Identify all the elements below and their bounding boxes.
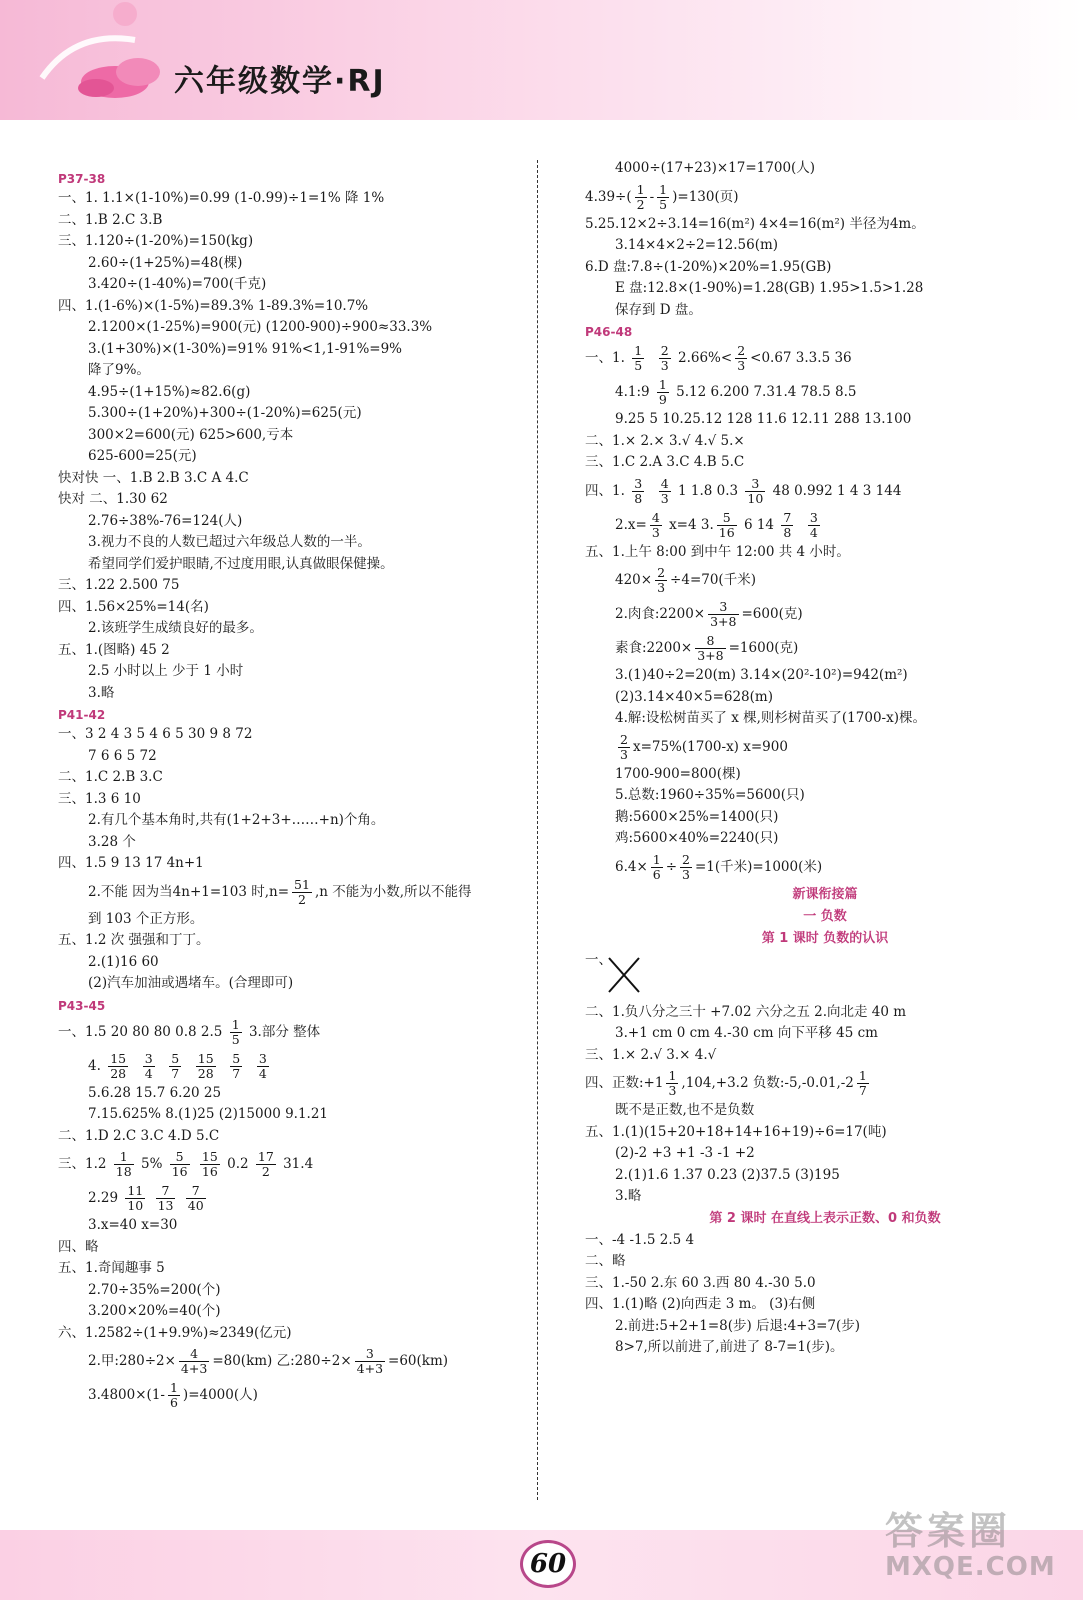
answer-line: 7 6 6 5 72	[88, 747, 157, 764]
denominator: 18	[115, 1164, 132, 1179]
denominator: 2	[636, 196, 645, 212]
answer-line: 保存到 D 盘。	[615, 301, 702, 318]
fraction	[169, 1052, 181, 1081]
numerator: 4	[660, 475, 669, 491]
denominator: 10	[747, 490, 764, 506]
page-title: 六年级数学·RJ	[174, 64, 386, 99]
answer-line	[585, 1066, 1065, 1100]
answer-line: 3.200×20%=40(个)	[88, 1303, 221, 1319]
answer-line: 3.略	[88, 684, 115, 701]
denominator: 13	[157, 1198, 174, 1213]
answer-line: 鸡:5600×40%=2240(只)	[615, 830, 779, 846]
fraction	[632, 477, 644, 506]
fraction	[695, 634, 725, 663]
fraction	[680, 853, 692, 882]
fraction	[156, 1184, 176, 1213]
page-ref: P43-45	[58, 998, 106, 1013]
answer-line: 三、1.× 2.√ 3.× 4.√	[585, 1046, 717, 1063]
answer-line: 4.解:设松树苗买了 x 棵,则杉树苗买了(1700-x)棵。	[615, 710, 926, 726]
page-ref: P41-42	[58, 708, 106, 722]
text: 1 1.8 0.3	[677, 482, 739, 499]
text: 6.4×	[615, 858, 648, 875]
numerator: 3	[258, 1050, 267, 1066]
denominator: 4+3	[180, 1361, 208, 1376]
answer-line: 二、1.C 2.B 3.C	[58, 769, 163, 785]
text: =1(千米)=1000(米)	[695, 858, 823, 875]
section-title: 第 2 课时 在直线上表示正数、0 和负数	[709, 1210, 941, 1226]
answer-line	[585, 180, 1065, 214]
fraction	[230, 1018, 242, 1047]
denominator: 3	[660, 358, 669, 373]
answer-line	[58, 1015, 538, 1049]
numerator: 2	[657, 565, 666, 580]
answer-line: 2.该班学生成绩良好的最多。	[88, 620, 263, 636]
fraction	[635, 183, 647, 212]
watermark	[885, 1510, 1056, 1582]
numerator: 3	[708, 600, 738, 615]
answer-line: 9.25 5 10.25.12 128 11.6 12.11 288 13.100	[615, 411, 912, 427]
numerator: 1	[659, 181, 668, 197]
answer-line: 六、1.2582÷(1+9.9%)≈2349(亿元)	[58, 1324, 292, 1341]
answer-line: 三、1.C 2.A 3.C 4.B 5.C	[585, 454, 745, 470]
text: 420×	[615, 572, 653, 588]
numerator: 5	[170, 1150, 190, 1165]
fraction	[125, 1184, 145, 1213]
fraction	[657, 183, 669, 212]
text: 2.甲:280÷2×	[88, 1353, 176, 1369]
answer-line: 快对 二、1.30 62	[58, 491, 168, 507]
answer-line: (2)3.14×40×5=628(m)	[615, 688, 773, 705]
denominator: 7	[232, 1065, 241, 1081]
text: )=4000(人)	[182, 1387, 258, 1403]
answer-line: 一、1. 1.1×(1-10%)=0.99 (1-0.99)÷1=1% 降 1%	[58, 190, 385, 206]
text: ÷4=70(千米)	[670, 572, 756, 588]
numerator: 3	[144, 1050, 153, 1066]
denominator: 16	[171, 1164, 188, 1179]
answer-line: 3.420÷(1-40%)=700(千克)	[88, 276, 267, 292]
page-ref: P46-48	[585, 325, 633, 339]
answer-line: 3.(1+30%)×(1-30%)=91% 91%<1,1-91%=9%	[88, 340, 403, 357]
page-number: 60	[520, 1540, 576, 1588]
answer-line: 四、1.(1)略 (2)向西走 3 m。 (3)右侧	[585, 1296, 816, 1312]
denominator: 2	[298, 891, 306, 907]
answer-line: (2)汽车加油或遇堵车。(合理即可)	[88, 975, 294, 991]
text: 6 14	[743, 516, 775, 533]
answer-line: 四、1.(1-6%)×(1-5%)=89.3% 1-89.3%=10.7%	[58, 297, 369, 314]
text: )=130(页)	[672, 188, 739, 205]
text: 一、1.	[585, 350, 625, 366]
answer-line: 3.28 个	[88, 833, 136, 850]
matching-answer	[585, 950, 1065, 1002]
fraction	[168, 1381, 180, 1410]
numerator: 51	[294, 876, 310, 892]
answer-line	[58, 1378, 538, 1412]
numerator: 3	[809, 509, 818, 525]
answer-line: 三、1.-50 2.东 60 3.西 80 4.-30 5.0	[585, 1274, 816, 1291]
answer-line: 1700-900=800(棵)	[615, 765, 741, 782]
numerator: 1	[169, 1380, 178, 1395]
fraction	[114, 1150, 134, 1179]
text: 素食:2200×	[615, 640, 693, 656]
numerator: 17	[257, 1149, 274, 1164]
fraction	[808, 511, 820, 540]
denominator: 6	[169, 1395, 178, 1410]
text: 2.肉食:2200×	[615, 606, 706, 622]
text: 5%	[140, 1156, 163, 1172]
numerator: 3	[634, 475, 643, 491]
denominator: 4+3	[356, 1361, 384, 1376]
answer-line: 二、1.负八分之三十 +7.02 六分之五 2.向北走 40 m	[585, 1003, 907, 1020]
answer-line: 2.5 小时以上 少于 1 小时	[88, 663, 244, 679]
answer-line: 2.76÷38%-76=124(人)	[88, 512, 243, 529]
denominator: 4	[258, 1065, 267, 1081]
answer-line: 3.+1 cm 0 cm 4.-30 cm 向下平移 45 cm	[615, 1025, 878, 1041]
text: 四、1.	[585, 482, 625, 499]
numerator: 15	[110, 1050, 127, 1066]
numerator: 3	[355, 1347, 385, 1362]
answer-line: 2.前进:5+2+1=8(步) 后退:4+3=7(步)	[615, 1317, 861, 1334]
answer-line: 三、1.120÷(1-20%)=150(kg)	[58, 233, 254, 249]
numerator: 11	[127, 1183, 144, 1198]
answer-line: 625-600=25(元)	[88, 448, 197, 464]
answer-line: 五、1.奇闻趣事 5	[58, 1260, 165, 1276]
numerator: 2	[620, 731, 628, 747]
text: x=75%(1700-x) x=900	[632, 738, 788, 755]
text: 4.39÷(	[585, 188, 632, 205]
rainbow-cloud-logo	[20, 0, 170, 110]
numerator: 2	[682, 851, 690, 867]
fraction	[857, 1069, 869, 1098]
fraction	[179, 1347, 209, 1376]
section-title: 一 负数	[803, 908, 847, 924]
denominator: 9	[658, 392, 667, 407]
numerator: 4	[651, 509, 660, 525]
numerator: 1	[658, 377, 667, 392]
answer-line: 希望同学们爱护眼睛,不过度用眼,认真做眼保健操。	[88, 555, 394, 572]
text: 31.4	[283, 1156, 314, 1172]
answer-line: 一、3 2 4 3 5 4 6 5 30 9 8 72	[58, 726, 253, 742]
denominator: 7	[858, 1083, 867, 1098]
denominator: 3	[620, 746, 628, 762]
answer-line: 2.(1)1.6 1.37 0.23 (2)37.5 (3)195	[615, 1166, 840, 1183]
answer-line: 快对快 一、1.B 2.B 3.C A 4.C	[58, 469, 249, 486]
fraction	[355, 1347, 385, 1376]
denominator: 3	[737, 358, 746, 373]
answer-line: 既不是正数,也不是负数	[615, 1102, 755, 1118]
fraction	[745, 477, 765, 506]
denominator: 7	[171, 1065, 180, 1081]
denominator: 40	[187, 1198, 204, 1213]
numerator: 8	[695, 634, 725, 649]
fraction	[230, 1052, 242, 1081]
answer-line: 4000÷(17+23)×17=1700(人)	[615, 160, 816, 176]
text: 2.66%<	[677, 350, 733, 366]
denominator: 16	[718, 524, 735, 540]
watermark-url: MXQE.COM	[885, 1552, 1056, 1582]
numerator: 2	[737, 343, 746, 358]
answer-line: 四、1.5 9 13 17 4n+1	[58, 855, 204, 871]
denominator: 5	[634, 358, 643, 373]
denominator: 3	[657, 580, 666, 595]
denominator: 2	[261, 1164, 270, 1179]
answer-line: 五、1.(图略) 45 2	[58, 641, 170, 658]
fraction	[659, 477, 671, 506]
text: 5.12 6.200 7.31.4 78.5 8.5	[676, 384, 857, 400]
fraction	[618, 733, 630, 762]
answer-line	[585, 850, 1065, 884]
text: 四、正数:+1	[585, 1075, 664, 1091]
fraction	[717, 511, 737, 540]
answer-line	[585, 730, 1065, 764]
text: 4.1:9	[615, 384, 650, 400]
text: 0.2	[227, 1156, 249, 1172]
text: 3.4800×(1-	[88, 1387, 165, 1403]
text: ,104,+3.2 负数:-5,-0.01,-2	[681, 1075, 854, 1091]
fraction	[186, 1184, 206, 1213]
answer-line	[585, 508, 1065, 542]
answer-line: 3.(1)40÷2=20(m) 3.14×(20²-10²)=942(m²)	[615, 667, 908, 683]
denominator: 16	[201, 1164, 218, 1179]
text: 一、1.5 20 80 80 0.8 2.5	[58, 1023, 223, 1040]
answer-line: 降了9%。	[88, 362, 150, 378]
answer-line	[58, 1049, 538, 1083]
answer-line: 四、1.56×25%=14(名)	[58, 598, 209, 615]
answer-line	[58, 1344, 538, 1378]
numerator: 15	[197, 1050, 214, 1066]
answer-line: 2.60÷(1+25%)=48(棵)	[88, 254, 243, 271]
fraction	[200, 1150, 220, 1179]
answer-line: 7.15.625% 8.(1)25 (2)15000 9.1.21	[88, 1106, 329, 1122]
denominator: 8	[634, 490, 643, 506]
answer-line	[58, 1181, 538, 1215]
denominator: 5	[659, 196, 668, 212]
answer-line	[585, 631, 1065, 665]
numerator: 5	[171, 1050, 180, 1066]
numerator: 1	[636, 181, 645, 197]
numerator: 1	[114, 1150, 134, 1165]
numerator: 1	[652, 851, 661, 867]
page-ref: P37-38	[58, 172, 106, 186]
answer-line	[58, 1147, 538, 1181]
answer-line: 二、1.D 2.C 3.C 4.D 5.C	[58, 1127, 220, 1144]
text: 3.部分 整体	[248, 1023, 321, 1040]
text: ,n 不能为小数,所以不能得	[314, 883, 472, 900]
answer-line: 2.70÷35%=200(个)	[88, 1281, 221, 1298]
answer-line: 五、1.2 次 强强和丁丁。	[58, 932, 210, 948]
fraction	[257, 1052, 269, 1081]
answer-line: 2.(1)16 60	[88, 953, 159, 970]
answer-line: 鹅:5600×25%=1400(只)	[615, 808, 779, 825]
answer-line: 三、1.3 6 10	[58, 790, 141, 807]
answer-line: 一、-4 -1.5 2.5 4	[585, 1231, 695, 1248]
denominator: 4	[809, 524, 818, 540]
answer-line: 四、略	[58, 1238, 99, 1255]
denominator: 3+8	[710, 614, 737, 629]
text: x=4 3.	[669, 516, 714, 533]
answer-line: 二、1.B 2.C 3.B	[58, 211, 163, 228]
answer-line: 五、1.(1)(15+20+18+14+16+19)÷6=17(吨)	[585, 1123, 887, 1140]
answer-line: 2.有几个基本角时,共有(1+2+3+……+n)个角。	[88, 812, 385, 828]
answer-line: 3.x=40 x=30	[88, 1217, 178, 1233]
text: -	[649, 188, 655, 205]
answer-line: 二、1.× 2.× 3.√ 4.√ 5.×	[585, 432, 745, 449]
fraction	[651, 853, 663, 882]
answer-line: 2.1200×(1-25%)=900(元) (1200-900)÷900≈33.3%	[88, 319, 433, 335]
answer-line	[585, 375, 1065, 409]
denominator: 28	[197, 1065, 214, 1081]
denominator: 4	[144, 1065, 153, 1081]
numerator: 7	[783, 509, 792, 525]
answer-line: 3.视力不良的人数已超过六年级总人数的一半。	[88, 534, 371, 550]
matching-lines-icon	[605, 952, 645, 998]
fraction	[666, 1069, 678, 1098]
fraction	[196, 1052, 216, 1081]
denominator: 3	[660, 490, 669, 506]
denominator: 3	[668, 1083, 677, 1098]
numerator: 3	[745, 477, 765, 492]
denominator: 10	[127, 1198, 144, 1213]
right-column	[585, 158, 1065, 1359]
fraction	[659, 344, 671, 373]
text: =80(km) 乙:280÷2×	[212, 1353, 352, 1369]
answer-line	[58, 875, 538, 909]
answer-line: (2)-2 +3 +1 -3 -1 +2	[615, 1145, 755, 1161]
text: 2.29	[88, 1190, 119, 1206]
numerator: 1	[231, 1016, 240, 1032]
answer-line: 三、1.22 2.500 75	[58, 577, 180, 593]
numerator: 7	[156, 1184, 176, 1199]
answer-line	[585, 474, 1065, 508]
sun-icon	[113, 2, 137, 26]
answer-line: 300×2=600(元) 625>600,亏本	[88, 426, 294, 443]
numerator: 4	[179, 1347, 209, 1362]
answer-line: 5.300÷(1+20%)+300÷(1-20%)=625(元)	[88, 405, 362, 421]
fraction	[170, 1150, 190, 1179]
numerator: 1	[858, 1068, 867, 1083]
answer-line: 8>7,所以前进了,前进了 8-7=1(步)。	[615, 1339, 844, 1355]
denominator: 3	[651, 524, 660, 540]
numerator: 2	[660, 343, 669, 358]
denominator: 3+8	[697, 648, 724, 663]
text: 4.	[88, 1057, 101, 1074]
numerator: 5	[717, 511, 737, 526]
answer-line: 5.6.28 15.7 6.20 25	[88, 1084, 222, 1101]
text: =1600(克)	[728, 640, 799, 656]
answer-line: 4.95÷(1+15%)≈82.6(g)	[88, 383, 251, 400]
answer-line: 6.D 盘:7.8÷(1-20%)×20%=1.95(GB)	[585, 258, 832, 275]
fraction	[735, 344, 747, 373]
denominator: 6	[652, 866, 661, 882]
answer-line: 二、略	[585, 1253, 626, 1269]
text: =600(克)	[741, 606, 803, 622]
left-column	[58, 168, 538, 1412]
answer-line: E 盘:12.8×(1-90%)=1.28(GB) 1.95>1.5>1.28	[615, 280, 924, 296]
text: 一、	[585, 951, 612, 968]
answer-line: 3.14×4×2÷2=12.56(m)	[615, 237, 779, 253]
text: 三、1.2	[58, 1156, 107, 1172]
denominator: 28	[110, 1065, 127, 1081]
denominator: 8	[783, 524, 792, 540]
section-title: 第 1 课时 负数的认识	[761, 930, 889, 946]
fraction	[781, 511, 793, 540]
fraction	[632, 344, 644, 373]
numerator: 1	[668, 1068, 677, 1083]
answer-line	[585, 563, 1065, 597]
answer-line: 到 103 个正方形。	[88, 910, 204, 927]
answer-line	[585, 341, 1065, 375]
answer-line	[585, 597, 1065, 631]
fraction	[708, 600, 738, 629]
fraction	[657, 378, 669, 407]
text: <0.67 3.3.5 36	[750, 350, 852, 366]
fraction	[108, 1052, 128, 1081]
text: 2.x=	[615, 516, 647, 533]
answer-line: 5.25.12×2÷3.14=16(m²) 4×4=16(m²) 半径为4m。	[585, 215, 925, 232]
answer-line: 3.略	[615, 1188, 642, 1204]
fraction	[143, 1052, 155, 1081]
numerator: 1	[634, 343, 643, 358]
fraction	[256, 1150, 276, 1179]
numerator: 15	[201, 1149, 218, 1164]
numerator: 7	[186, 1184, 206, 1199]
fraction	[292, 878, 312, 907]
text: =60(km)	[388, 1353, 449, 1369]
fraction	[655, 566, 667, 595]
denominator: 3	[682, 866, 690, 882]
text: ÷	[665, 858, 678, 875]
text: 2.不能 因为当4n+1=103 时,n=	[88, 883, 290, 900]
watermark-logo: 答案圈	[885, 1509, 1012, 1553]
denominator: 5	[231, 1031, 240, 1047]
numerator: 5	[232, 1050, 241, 1066]
answer-line: 5.总数:1960÷35%=5600(只)	[615, 787, 805, 803]
text: 48 0.992 1 4 3 144	[772, 482, 902, 499]
fraction	[650, 511, 662, 540]
section-title: 新课衔接篇	[792, 886, 858, 902]
answer-line: 五、1.上午 8:00 到中午 12:00 共 4 小时。	[585, 543, 850, 560]
